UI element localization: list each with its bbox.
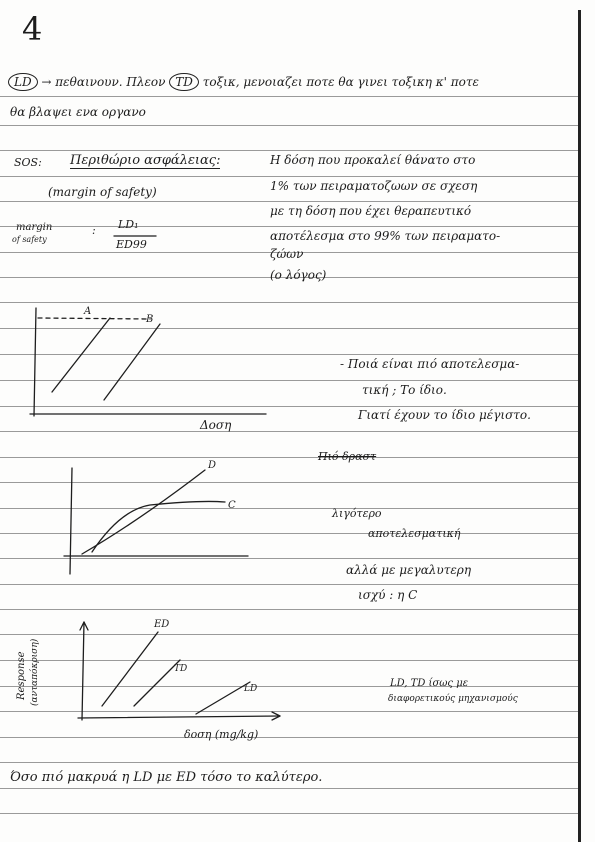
- ratio-colon: :: [92, 224, 96, 237]
- crossed-out-note: Πιό δραστ: [318, 450, 377, 463]
- graph-3-x-axis: [78, 716, 280, 718]
- safety-heading: Περιθώριο ασφάλειας:: [70, 153, 221, 168]
- graph-1-note-2: τική ; Το ίδιο.: [362, 383, 447, 397]
- sos-label: SOS:: [14, 156, 42, 169]
- graph-1-note-3: Γιατί έχουν το ίδιο μέγιστο.: [358, 408, 531, 422]
- graph-3-label-td: TD: [174, 664, 188, 674]
- of-safety-label: of safety: [12, 235, 47, 244]
- safety-english: (margin of safety): [48, 185, 157, 199]
- ld-meaning: → πεθαινουν. Πλεον: [41, 75, 166, 89]
- conclusion: Όσο πιό μακρυά η LD με ED τόσο το καλύτερο.: [10, 770, 323, 785]
- td-abbr: TD: [169, 73, 199, 91]
- graph-1-label-a: A: [84, 306, 92, 317]
- graph-1-note-1: - Ποιά είναι πιό αποτελεσμα-: [340, 357, 520, 371]
- graph-3-curve-ld: [196, 682, 250, 714]
- graph-3-y-label-2: (ανταπόκριση): [30, 638, 40, 706]
- graph-3-label-ld: LD: [244, 684, 258, 694]
- ratio-numerator: LD₁: [118, 218, 139, 231]
- ld-abbr: LD: [8, 73, 38, 91]
- graph-2-note-1: λιγότερο: [332, 507, 382, 520]
- ratio-denominator: ED99: [116, 238, 147, 251]
- graph-2-note-3: αλλά με μεγαλυτερη: [346, 563, 472, 577]
- graph-2-note-2: αποτελεσματική: [368, 527, 461, 540]
- td-meaning: τοξικ, μενοιαζει ποτε θα γινει τοξικη κ' ποτε: [202, 75, 479, 89]
- graph-3-note-1: LD, TD ίσως με: [390, 678, 469, 689]
- graph-3-note-2: διαφορετικούς μηχανισμούς: [388, 694, 518, 704]
- graph-3-y-label-1: Response: [16, 651, 27, 700]
- definition-line-4: αποτέλεσμα στο 99% των πειραματο-: [270, 229, 501, 243]
- definition-line-1: Η δόση που προκαλεί θάνατο στο: [270, 153, 476, 167]
- margin-label: margin: [16, 222, 53, 233]
- definition-line-5: ζώων: [270, 247, 304, 261]
- graph-3-label-ed: ED: [154, 619, 170, 630]
- graph-2-label-c: C: [228, 500, 236, 511]
- definition-line-3: με τη δόση που έχει θεραπευτικό: [270, 204, 472, 218]
- graph-3-y-axis: [82, 622, 84, 720]
- page-number: 4: [22, 10, 43, 48]
- graph-2-note-4: ισχύ : η C: [358, 588, 418, 602]
- graph-1-x-label: Δοση: [200, 418, 232, 432]
- definition-line-2: 1% των πειραματοζωων σε σχεση: [270, 179, 478, 193]
- graph-3-curve-ed: [102, 632, 158, 706]
- td-definition-continued: θα βλαψει ενα οργανο: [10, 105, 146, 119]
- graph-1-label-b: B: [146, 314, 154, 325]
- graph-3-x-label: δοση (mg/kg): [184, 728, 259, 741]
- definition-line-6: (ο λόγος): [270, 268, 327, 282]
- graph-2-label-d: D: [208, 460, 217, 471]
